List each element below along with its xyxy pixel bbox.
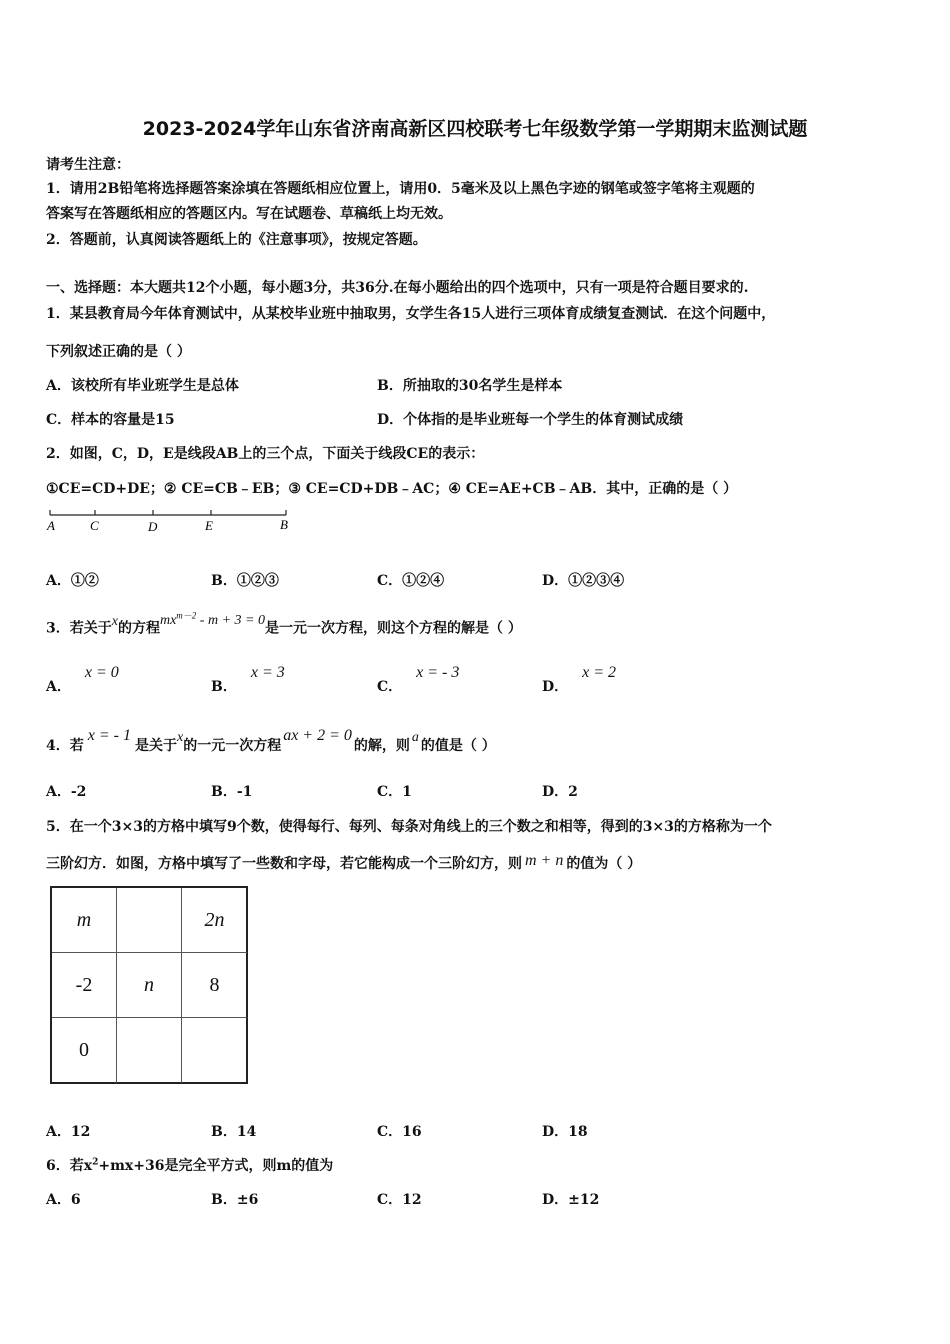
question-4-option-a[interactable]: A．-2	[46, 784, 87, 800]
question-5-stem	[46, 853, 641, 873]
question-3-option-a[interactable]	[46, 664, 119, 696]
stem-text: +mx+36是完全平方式，则m的值为	[98, 1158, 334, 1174]
grid-cell	[182, 1018, 247, 1083]
stem-text: 三阶幻方．如图，方格中填写了一些数和字母，若它能构成一个三阶幻方，则	[46, 856, 522, 872]
var-x: x	[111, 613, 118, 629]
question-5-option-a[interactable]: A．12	[46, 1124, 91, 1140]
option-label: B．	[211, 679, 237, 695]
superscript: 2	[92, 1157, 99, 1168]
question-5-stem: 5．在一个3×3的方格中填写9个数，使得每行、每列、每条对角线上的三个数之和相等，得到的3×3的方格称为一个	[46, 819, 772, 835]
var-a: a	[411, 730, 419, 745]
stem-text: 6．若x	[46, 1158, 93, 1174]
question-5-option-d[interactable]: D．18	[542, 1124, 588, 1140]
stem-text: 是关于	[134, 738, 177, 754]
question-6-option-b[interactable]: B．±6	[211, 1192, 259, 1208]
notice-line: 1．请用2B铅笔将选择题答案涂填在答题纸相应位置上，请用0．5毫米及以上黑色字迹的钢笔或签字笔将主观题的	[46, 181, 755, 197]
stem-text: 的值是（ ）	[420, 738, 496, 754]
option-value: x = 2	[582, 664, 617, 681]
question-3-option-d[interactable]	[542, 664, 617, 696]
page-title: 2023-2024学年山东省济南高新区四校联考七年级数学第一学期期末监测试题	[142, 118, 808, 140]
question-4-option-c[interactable]: C．1	[377, 784, 412, 800]
question-1-stem: 下列叙述正确的是（ ）	[46, 344, 191, 360]
question-2-stem: ①CE=CD+DE；② CE=CB﹣EB；③ CE=CD+DB﹣AC；④ CE=AE+CB﹣AB．其中，正确的是（ ）	[46, 481, 738, 497]
question-2-option-a[interactable]: A．①②	[46, 573, 99, 589]
question-1-option-d[interactable]: D．个体指的是毕业班每一个学生的体育测试成绩	[377, 412, 684, 428]
question-2-stem: 2．如图，C，D，E是线段AB上的三个点，下面关于线段CE的表示：	[46, 446, 485, 462]
point-label-b: B	[280, 517, 288, 532]
stem-text: 是一元一次方程，则这个方程的解是（ ）	[264, 620, 522, 637]
stem-text: 的一元一次方程	[183, 738, 282, 754]
expression: m + n	[525, 852, 564, 869]
option-value: x = - 3	[416, 664, 460, 681]
option-label: A．	[46, 679, 71, 695]
grid-cell	[117, 1018, 182, 1083]
option-value: x = 3	[250, 664, 285, 681]
option-label: C．	[377, 679, 403, 695]
line-segment-figure	[44, 505, 294, 535]
grid-cell: 0	[52, 1018, 117, 1083]
question-4-option-b[interactable]: B．-1	[211, 784, 253, 800]
question-4-option-d[interactable]: D．2	[542, 784, 578, 800]
grid-cell: 2n	[182, 888, 247, 953]
notice-line: 2．答题前，认真阅读答题纸上的《注意事项》，按规定答题。	[46, 232, 427, 248]
question-1-option-a[interactable]: A．该校所有毕业班学生是总体	[46, 378, 239, 394]
question-1-stem: 1．某县教育局今年体育测试中，从某校毕业班中抽取男，女学生各15人进行三项体育成绩复查测试．在这个问题中，	[46, 306, 776, 322]
var-x: x	[176, 730, 184, 745]
question-6-stem	[46, 1155, 333, 1175]
notice-line: 答案写在答题纸相应的答题区内。写在试题卷、草稿纸上均无效。	[46, 206, 452, 222]
question-1-option-b[interactable]: B．所抽取的30名学生是样本	[377, 378, 563, 394]
grid-cell	[117, 888, 182, 953]
question-5-option-c[interactable]: C．16	[377, 1124, 422, 1140]
eq-rest: - m + 3 = 0	[196, 612, 265, 628]
stem-text: 3．若关于	[46, 620, 112, 637]
stem-text: 的值为（ ）	[566, 856, 642, 872]
grid-cell: m	[52, 888, 117, 953]
section-heading: 一、选择题：本大题共12个小题，每小题3分，共36分.在每小题给出的四个选项中，只有一项是符合题目要求的.	[46, 280, 749, 296]
point-label-e: E	[205, 518, 213, 533]
question-2-option-b[interactable]: B．①②③	[211, 573, 279, 589]
condition: x = - 1	[87, 727, 131, 744]
stem-text: 的解，则	[353, 738, 410, 754]
question-6-option-d[interactable]: D．±12	[542, 1192, 600, 1208]
point-label-a: A	[47, 518, 55, 533]
question-2-option-d[interactable]: D．①②③④	[542, 573, 625, 589]
grid-cell: -2	[52, 953, 117, 1018]
magic-square-grid	[50, 886, 248, 1084]
grid-cell: n	[117, 953, 182, 1018]
grid-cell: 8	[182, 953, 247, 1018]
equation	[159, 610, 265, 628]
option-value: x = 0	[84, 664, 119, 681]
stem-text: 的方程	[117, 620, 160, 637]
question-4-stem	[46, 727, 496, 755]
point-label-c: C	[90, 518, 99, 533]
question-6-option-a[interactable]: A．6	[46, 1192, 81, 1208]
stem-text: 4．若	[46, 738, 84, 754]
question-3-option-c[interactable]	[377, 664, 460, 696]
question-2-option-c[interactable]: C．①②④	[377, 573, 445, 589]
question-6-option-c[interactable]: C．12	[377, 1192, 422, 1208]
question-5-option-b[interactable]: B．14	[211, 1124, 257, 1140]
notice-heading: 请考生注意：	[46, 157, 130, 173]
question-1-option-c[interactable]: C．样本的容量是15	[46, 412, 175, 428]
option-label: D．	[542, 679, 569, 695]
question-3-stem	[46, 610, 522, 638]
eq-exponent: m－2	[176, 610, 197, 620]
eq-base: mx	[159, 612, 177, 628]
question-3-option-b[interactable]	[211, 664, 285, 696]
point-label-d: D	[148, 519, 158, 534]
equation: ax + 2 = 0	[283, 727, 352, 744]
